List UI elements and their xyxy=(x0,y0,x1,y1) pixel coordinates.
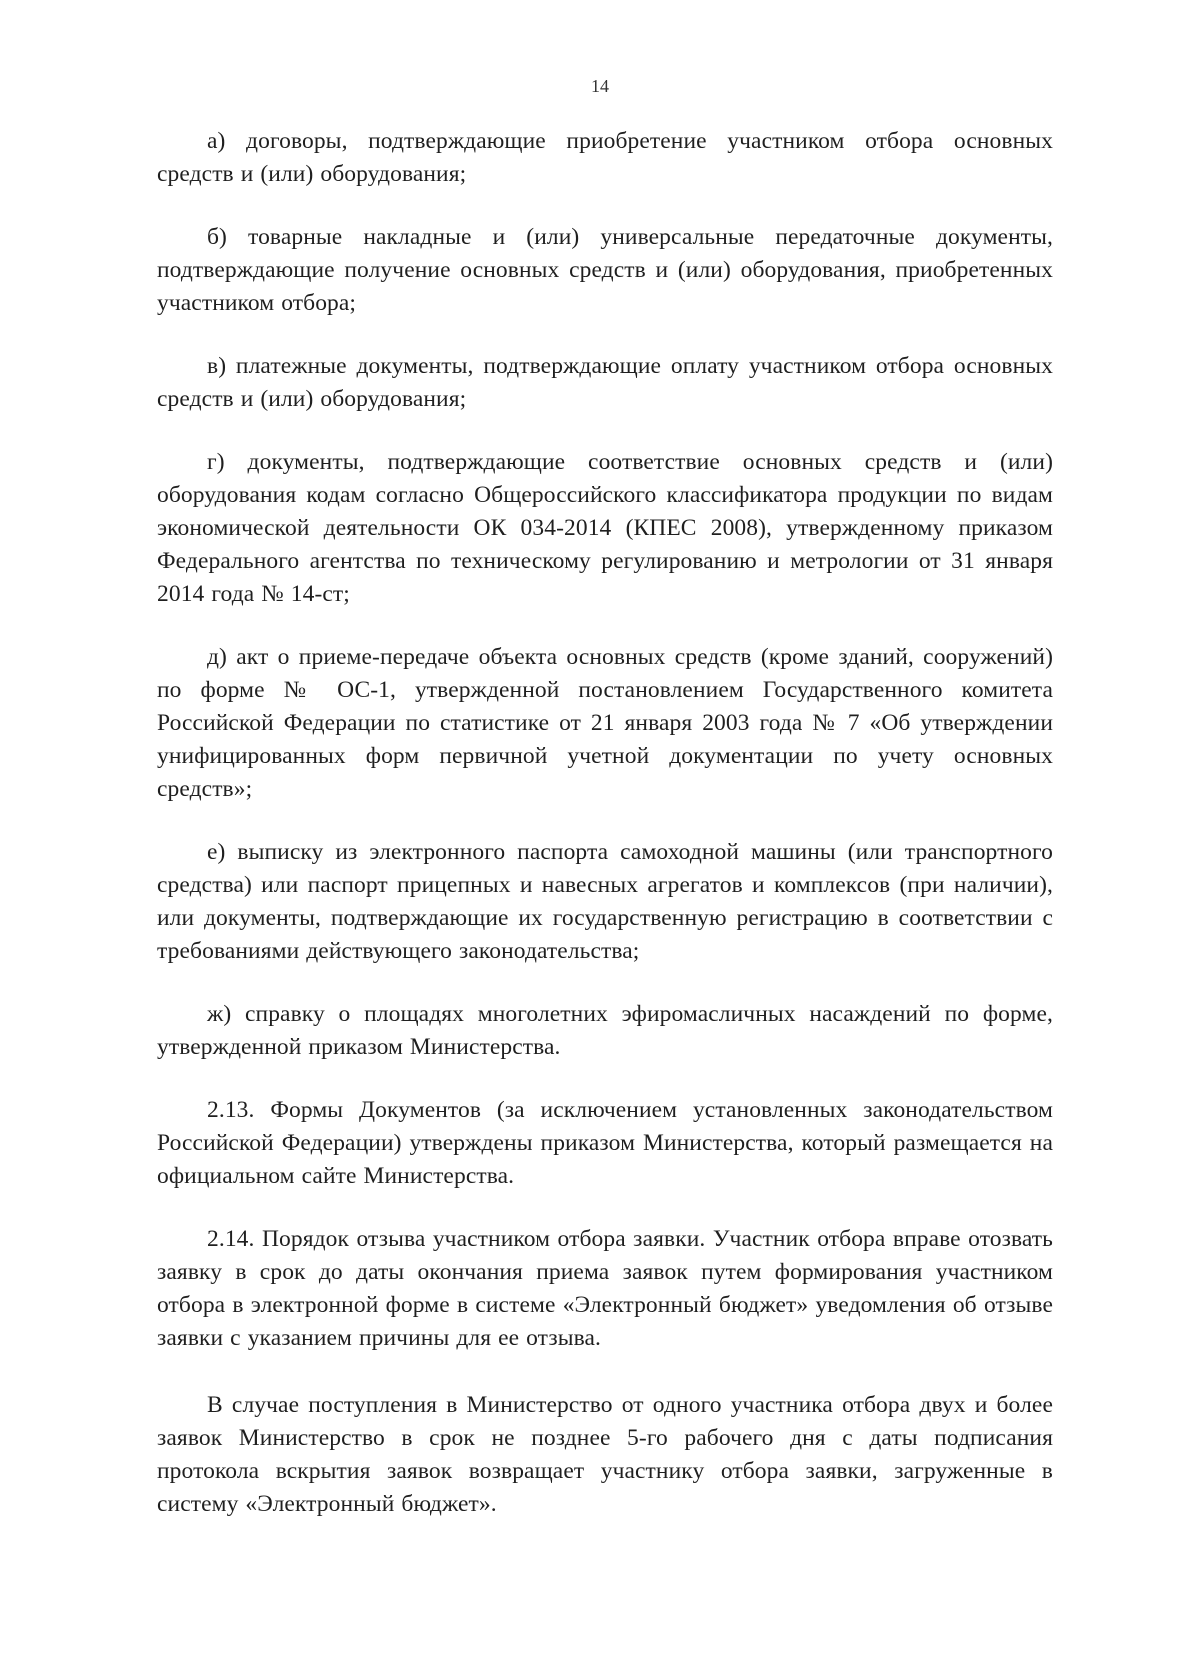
paragraph-e: е) выписку из электронного паспорта самоходной машины (или транспортного средства) или паспорт прицепных и навесных агрегатов и комплексов (при наличии), или документы, подтверждающие их государственную регистрацию в соответствии с требованиями действующего законодательства; xyxy=(157,839,1053,964)
paragraph-2-13: 2.13. Формы Документов (за исключением установленных законодательством Российской Федерации) утверждены приказом Министерства, который размещается на официальном сайте Министерства. xyxy=(157,1097,1053,1189)
paragraph-a: а) договоры, подтверждающие приобретение участником отбора основных средств и (или) оборудования; xyxy=(157,128,1053,187)
paragraph-b: б) товарные накладные и (или) универсальные передаточные документы, подтверждающие получение основных средств и (или) оборудования, приобретенных участником отбора; xyxy=(157,224,1053,316)
paragraph-v: в) платежные документы, подтверждающие оплату участником отбора основных средств и (или) оборудования; xyxy=(157,353,1053,412)
paragraph-zh: ж) справку о площадях многолетних эфиромасличных насаждений по форме, утвержденной приказом Министерства. xyxy=(157,1001,1053,1060)
paragraph-2-14: 2.14. Порядок отзыва участником отбора заявки. Участник отбора вправе отозвать заявку в срок до даты окончания приема заявок путем формирования участником отбора в электронной форме в системе «Электронный бюджет» уведомления об отзыве заявки с указанием причины для ее отзыва. xyxy=(157,1226,1053,1351)
paragraph-multiple-applications: В случае поступления в Министерство от одного участника отбора двух и более заявок Министерство в срок не позднее 5-го рабочего дня с даты подписания протокола вскрытия заявок возвращает участнику отбора заявки, загруженные в систему «Электронный бюджет». xyxy=(157,1392,1053,1517)
paragraph-d: д) акт о приеме-передаче объекта основных средств (кроме зданий, сооружений) по форме № ОС-1, утвержденной постановлением Государственного комитета Российской Федерации по статистике от 21 января 2003 года № 7 «Об утверждении унифицированных форм первичной учетной документации по учету основных средств»; xyxy=(157,644,1053,802)
page-number: 14 xyxy=(591,76,609,96)
document-body xyxy=(157,125,1053,1551)
paragraph-g: г) документы, подтверждающие соответствие основных средств и (или) оборудования кодам согласно Общероссийского классификатора продукции по видам экономической деятельности ОК 034-2014 (КПЕС 2008), утвержденному приказом Федерального агентства по техническому регулированию и метрологии от 31 января 2014 года № 14-ст; xyxy=(157,449,1053,607)
